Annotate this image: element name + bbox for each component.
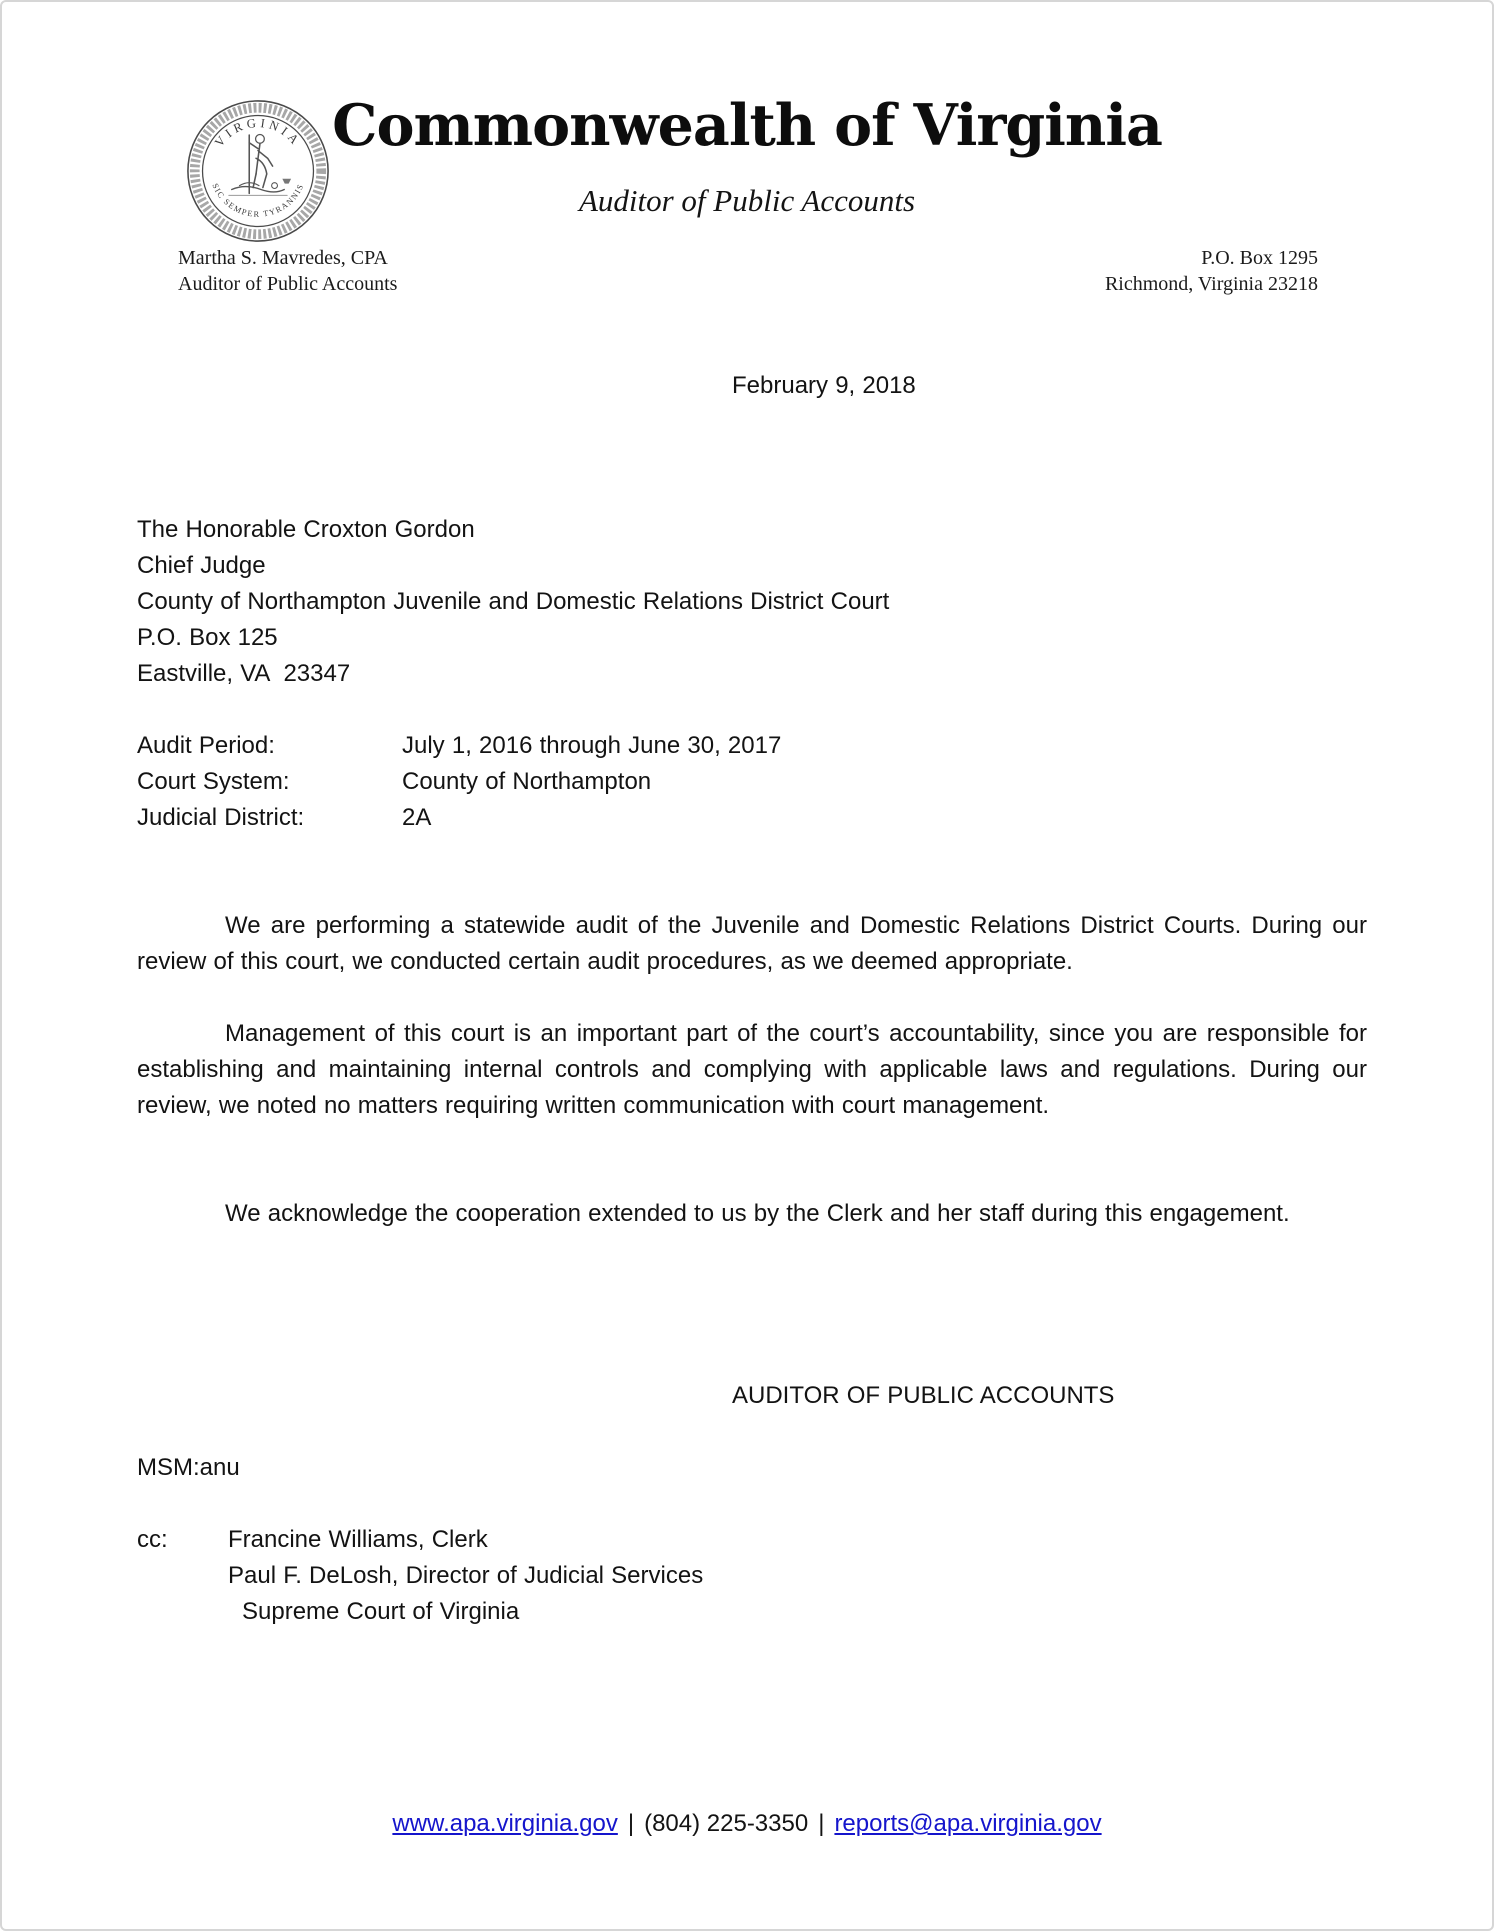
office-po-box: P.O. Box 1295 [1201,247,1318,269]
recipient-po-box: P.O. Box 125 [137,624,278,651]
cc-recipient-supreme-court: Supreme Court of Virginia [242,1598,520,1625]
recipient-address-block [137,512,889,692]
footer-separator-1: | [627,1810,635,1837]
seal-top-text: VIRGINIA [212,115,304,150]
cc-block [137,1522,703,1630]
recipient-city-state-zip: Eastville, VA 23347 [137,660,351,687]
signature-organization: AUDITOR OF PUBLIC ACCOUNTS [732,1382,1115,1409]
reference-initials: MSM:anu [137,1454,240,1481]
footer-separator-2: | [818,1810,825,1837]
office-subtitle: Auditor of Public Accounts [578,183,916,218]
seal-bottom-text: SIC SEMPER TYRANNIS [210,182,306,219]
recipient-name: The Honorable Croxton Gordon [137,516,475,543]
auditor-name: Martha S. Mavredes, CPA [178,247,388,269]
paragraph-management-responsibility: Management of this court is an important part of the court’s accountability, since you are responsible for establishing and maintaining internal controls and complying with applicable laws and regulations. During our review, we noted no matters requiring written communication with court management. [137,1020,1367,1119]
letter-date: February 9, 2018 [732,372,916,399]
audit-info-block [137,728,781,836]
commonwealth-title: Commonwealth of Virginia [332,92,1162,159]
court-system-label: Court System: [137,768,290,795]
cc-label: cc: [137,1526,168,1553]
court-system-value: County of Northampton [402,768,652,795]
audit-period-label: Audit Period: [137,732,275,759]
audit-period-value: July 1, 2016 through June 30, 2017 [402,732,782,759]
office-city-state-zip: Richmond, Virginia 23218 [1104,273,1318,295]
auditor-title: Auditor of Public Accounts [178,273,398,295]
audit-period-row [137,728,781,764]
cc-recipient-director: Paul F. DeLosh, Director of Judicial Services [228,1562,704,1589]
email-link[interactable]: reports@apa.virginia.gov [834,1810,1102,1837]
paragraph-audit-statement: We are performing a statewide audit of the Juvenile and Domestic Relations District Courts. During our review of this court, we conducted certain audit procedures, as we deemed appropriate. [137,912,1367,975]
judicial-district-value: 2A [402,804,432,831]
recipient-court: County of Northampton Juvenile and Domestic Relations District Court [137,588,890,615]
paragraph-acknowledgement: We acknowledge the cooperation extended to us by the Clerk and her staff during this engagement. [225,1200,1290,1227]
recipient-title: Chief Judge [137,552,266,579]
judicial-district-row [137,800,781,836]
contact-footer [2,1806,1492,1842]
office-address-block [1105,245,1318,297]
phone-number: (804) 225-3350 [644,1810,809,1837]
court-system-row [137,764,781,800]
auditor-name-block [178,245,397,297]
cc-recipient-clerk: Francine Williams, Clerk [228,1526,488,1553]
cc-recipients [228,1522,703,1630]
website-link[interactable]: www.apa.virginia.gov [392,1810,618,1837]
judicial-district-label: Judicial District: [137,804,305,831]
